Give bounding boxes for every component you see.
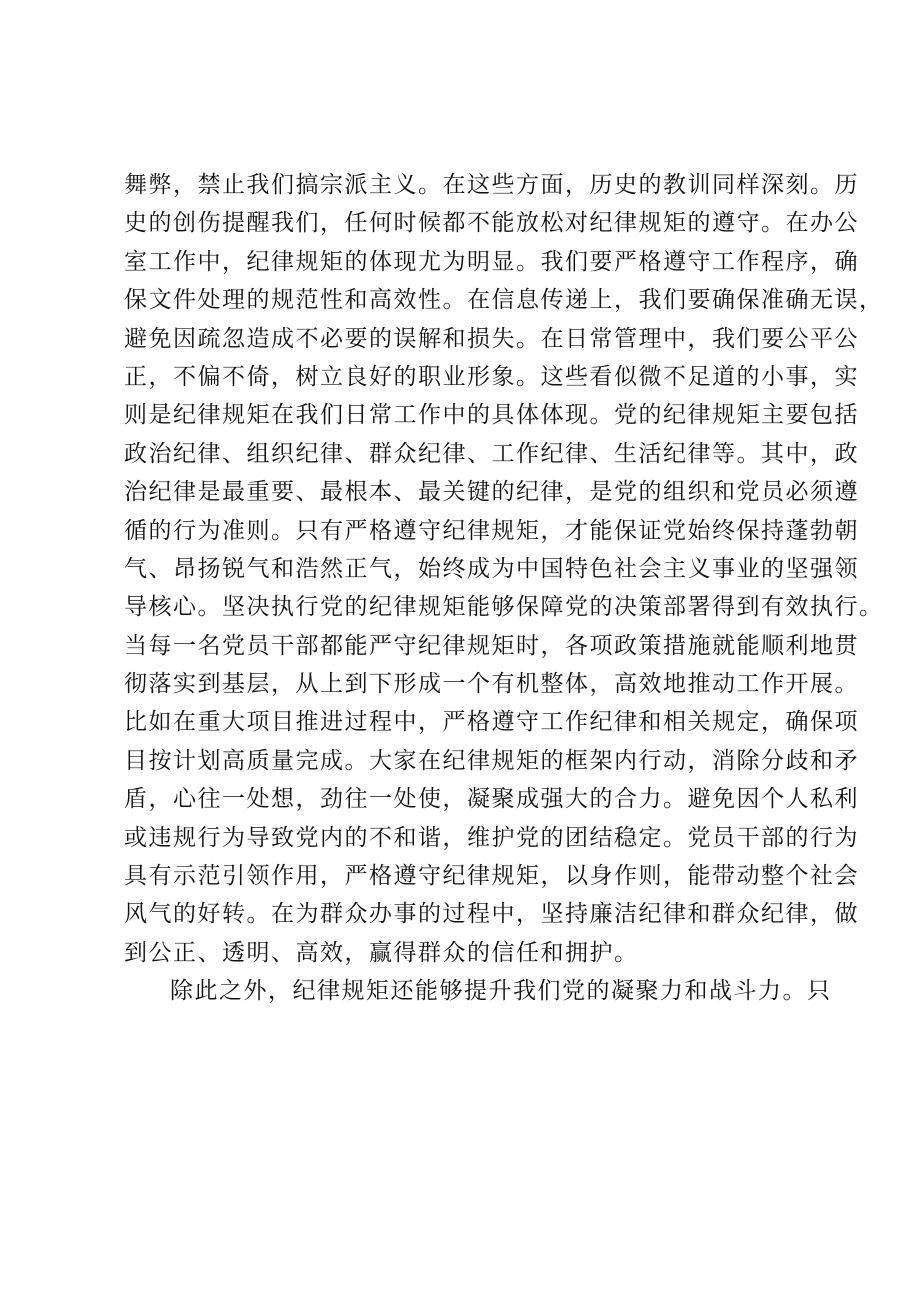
text-line: 循的行为准则。只有严格遵守纪律规矩，才能保证党始终保持蓬勃朝 [124,517,859,544]
text-line: 室工作中，纪律规矩的体现尤为明显。我们要严格遵守工作程序，确 [124,248,859,275]
text-line: 治纪律是最重要、最根本、最关键的纪律，是党的组织和党员必须遵 [124,479,859,506]
text-line: 史的创伤提醒我们，任何时候都不能放松对纪律规矩的遵守。在办公 [124,210,859,237]
text-line: 除此之外，纪律规矩还能够提升我们党的凝聚力和战斗力。只 [170,978,832,1005]
text-line: 正，不偏不倚，树立良好的职业形象。这些看似微不足道的小事，实 [124,363,859,390]
text-line: 气、昂扬锐气和浩然正气，始终成为中国特色社会主义事业的坚强领 [124,555,859,582]
text-line: 则是纪律规矩在我们日常工作中的具体体现。党的纪律规矩主要包括 [124,402,859,429]
text-line: 当每一名党员干部都能严守纪律规矩时，各项政策措施就能顺利地贯 [124,632,859,659]
text-line: 政治纪律、组织纪律、群众纪律、工作纪律、生活纪律等。其中，政 [124,440,859,467]
text-line: 保文件处理的规范性和高效性。在信息传递上，我们要确保准确无误， [124,287,884,314]
text-line: 盾，心往一处想，劲往一处使，凝聚成强大的合力。避免因个人私利 [124,786,859,813]
text-line: 目按计划高质量完成。大家在纪律规矩的框架内行动，消除分歧和矛 [124,747,859,774]
paragraph [124,166,884,972]
text-line: 舞弊，禁止我们搞宗派主义。在这些方面，历史的教训同样深刻。历 [124,172,859,198]
text-line: 具有示范引领作用，严格遵守纪律规矩，以身作则，能带动整个社会 [124,863,859,890]
text-line: 到公正、透明、高效，赢得群众的信任和拥护。 [124,939,639,966]
text-line: 比如在重大项目推进过程中，严格遵守工作纪律和相关规定，确保项 [124,709,859,736]
text-line: 彻落实到基层，从上到下形成一个有机整体，高效地推动工作开展。 [124,671,859,698]
text-line: 或违规行为导致党内的不和谐，维护党的团结稳定。党员干部的行为 [124,824,859,851]
text-line: 避免因疏忽造成不必要的误解和损失。在日常管理中，我们要公平公 [124,325,859,352]
text-line: 导核心。坚决执行党的纪律规矩能够保障党的决策部署得到有效执行。 [124,594,884,621]
body-text [124,166,884,1011]
paragraph [124,972,832,1010]
text-line: 风气的好转。在为群众办事的过程中，坚持廉洁纪律和群众纪律，做 [124,901,859,928]
